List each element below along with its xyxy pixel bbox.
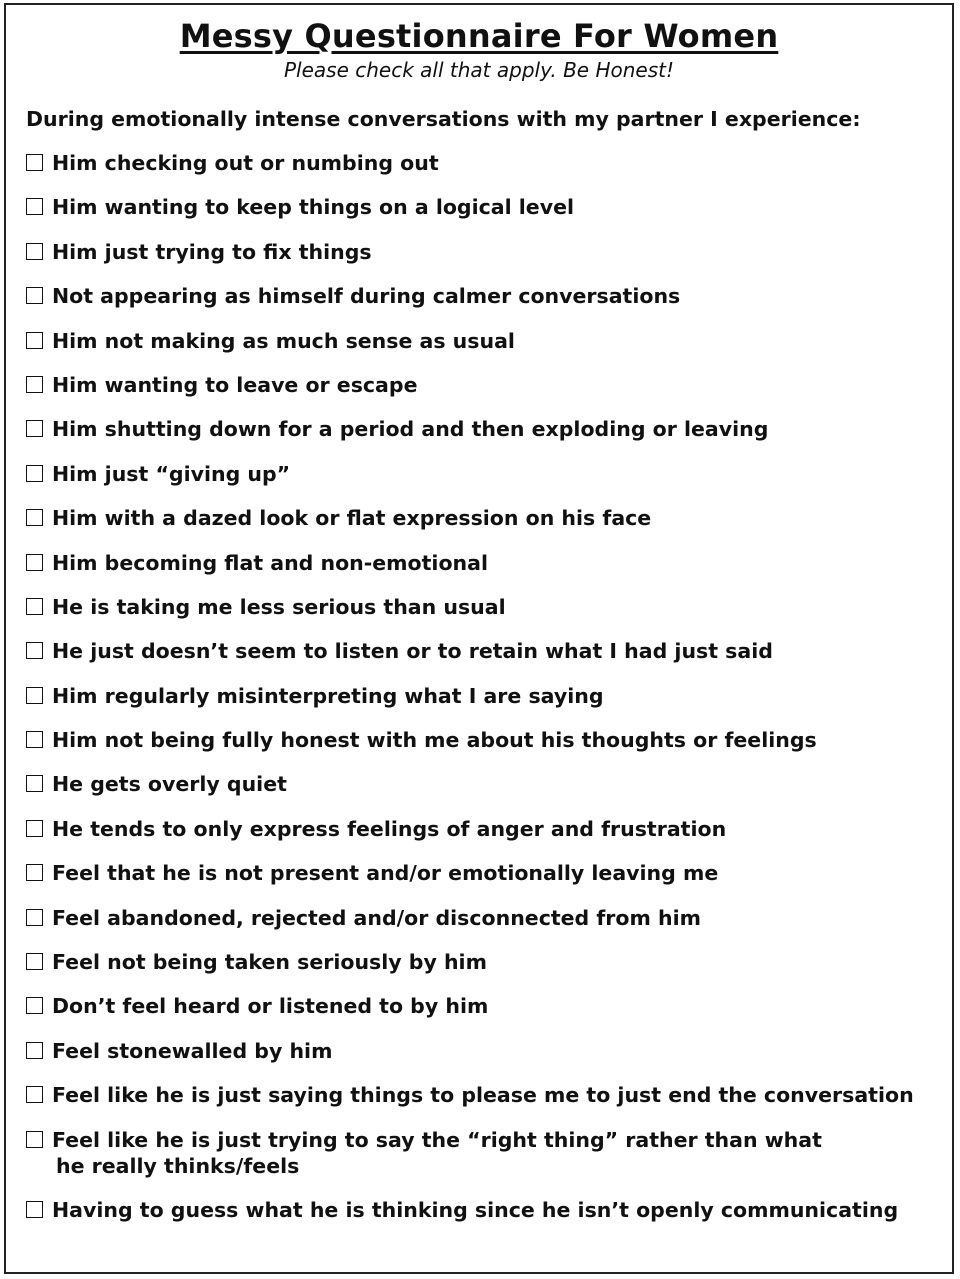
checklist-item[interactable] [26, 507, 914, 551]
checkbox[interactable] [26, 287, 43, 304]
checklist-item-label [52, 727, 817, 753]
questionnaire-page [4, 3, 954, 1274]
checklist-item[interactable] [26, 463, 914, 507]
checklist-item[interactable] [26, 818, 914, 862]
checkbox[interactable] [26, 198, 43, 215]
checkbox[interactable] [26, 465, 43, 482]
checkbox[interactable] [26, 775, 43, 792]
checkbox[interactable] [26, 1131, 43, 1148]
page-title: Messy Questionnaire For Women [179, 17, 779, 55]
checklist-item-label [52, 949, 487, 975]
checklist-item-label [52, 239, 372, 265]
checklist-item-label [52, 416, 768, 442]
checklist-item-label [52, 150, 439, 176]
checklist-item-text: Him not being fully honest with me about his thoughts or feelings [52, 728, 817, 753]
checklist-item[interactable] [26, 330, 914, 374]
checklist-item-text: Him becoming flat and non-emotional [52, 550, 488, 575]
checklist-item-text: Feel not being taken seriously by him [52, 950, 487, 975]
checklist-item-text: Feel that he is not present and/or emotionally leaving me [52, 861, 719, 886]
checklist-item-text: He just doesn’t seem to listen or to retain what I had just said [52, 639, 773, 664]
checklist-item-continuation: he really thinks/feels [56, 1153, 300, 1178]
checklist-item-label [52, 505, 651, 531]
checklist-item-label [52, 1082, 914, 1108]
checkbox[interactable] [26, 1042, 43, 1059]
checklist-item[interactable] [26, 552, 914, 596]
checkbox[interactable] [26, 1086, 43, 1103]
checkbox[interactable] [26, 509, 43, 526]
checklist-item-text: Feel stonewalled by him [52, 1038, 333, 1063]
checklist-item[interactable] [26, 285, 914, 329]
checklist-item-text: Him just trying to fix things [52, 239, 372, 264]
checklist-item[interactable] [26, 596, 914, 640]
checklist-item-text: Him wanting to keep things on a logical level [52, 195, 574, 220]
checklist-item-label [52, 328, 515, 354]
checklist-item[interactable] [26, 907, 914, 951]
checkbox[interactable] [26, 154, 43, 171]
checklist-item-text: He gets overly quiet [52, 772, 287, 797]
checklist-item-text: Feel like he is just trying to say the “right thing” rather than what [52, 1127, 822, 1152]
checklist-item[interactable] [26, 152, 914, 196]
checkbox[interactable] [26, 909, 43, 926]
checklist-item[interactable] [26, 1199, 914, 1243]
checklist-item-label [52, 1127, 822, 1179]
checkbox[interactable] [26, 376, 43, 393]
checklist-item-text: Him checking out or numbing out [52, 151, 439, 175]
checklist-item[interactable] [26, 685, 914, 729]
checkbox[interactable] [26, 642, 43, 659]
page-subtitle: Please check all that apply. Be Honest! [284, 58, 674, 82]
checklist-item[interactable] [26, 1084, 914, 1128]
checklist-item-text: Him shutting down for a period and then exploding or leaving [52, 417, 769, 442]
checklist-item[interactable] [26, 374, 914, 418]
checklist-item-label [52, 993, 488, 1019]
checkbox[interactable] [26, 243, 43, 260]
checklist-item-text: He tends to only express feelings of anger and frustration [52, 816, 727, 841]
checklist-item-label [52, 638, 773, 664]
checklist-item-text: Having to guess what he is thinking since he isn’t openly communicating [52, 1197, 899, 1222]
checklist-item[interactable] [26, 995, 914, 1039]
checklist [26, 152, 914, 1243]
checkbox[interactable] [26, 953, 43, 970]
checklist-item[interactable] [26, 640, 914, 684]
checkbox[interactable] [26, 997, 43, 1014]
checklist-item-text: He is taking me less serious than usual [52, 594, 506, 619]
checklist-item[interactable] [26, 418, 914, 462]
checklist-item-label [52, 771, 287, 797]
checklist-item-label [52, 594, 506, 620]
checklist-item-label [52, 816, 726, 842]
checklist-item[interactable] [26, 862, 914, 906]
checklist-item-label [52, 905, 701, 931]
checkbox[interactable] [26, 554, 43, 571]
checklist-item[interactable] [26, 1129, 914, 1199]
checklist-item-label [52, 283, 680, 309]
checklist-item[interactable] [26, 196, 914, 240]
checkbox[interactable] [26, 332, 43, 349]
checklist-item[interactable] [26, 1040, 914, 1084]
checklist-item[interactable] [26, 241, 914, 285]
checklist-item[interactable] [26, 951, 914, 995]
checklist-item-text: Him regularly misinterpreting what I are saying [52, 683, 604, 708]
checklist-item-text: Not appearing as himself during calmer conversations [52, 284, 681, 309]
checklist-item-label [52, 860, 718, 886]
checklist-item-label [52, 372, 417, 398]
checklist-item-label [52, 1038, 332, 1064]
checklist-item-text: Him with a dazed look or flat expression on his face [52, 506, 652, 531]
checkbox[interactable] [26, 1201, 43, 1218]
checklist-item-text: Him wanting to leave or escape [52, 372, 418, 397]
checkbox[interactable] [26, 864, 43, 881]
checklist-item-label [52, 194, 574, 220]
checklist-item-text: Him just “giving up” [52, 461, 291, 486]
checklist-item[interactable] [26, 773, 914, 817]
checkbox[interactable] [26, 420, 43, 437]
checklist-item-text: Feel like he is just saying things to please me to just end the conversation [52, 1083, 914, 1108]
question-prompt: During emotionally intense conversations with my partner I experience: [26, 107, 861, 131]
checklist-item[interactable] [26, 729, 914, 773]
checklist-item-label [52, 550, 488, 576]
checkbox[interactable] [26, 687, 43, 704]
checklist-item-label [52, 1197, 898, 1223]
checklist-item-text: Feel abandoned, rejected and/or disconnected from him [52, 905, 701, 930]
checklist-item-label [52, 461, 290, 487]
checklist-item-text: Don’t feel heard or listened to by him [52, 994, 489, 1019]
checklist-item-text: Him not making as much sense as usual [52, 328, 515, 353]
checkbox[interactable] [26, 820, 43, 837]
checkbox[interactable] [26, 731, 43, 748]
checklist-item-label [52, 683, 604, 709]
checkbox[interactable] [26, 598, 43, 615]
